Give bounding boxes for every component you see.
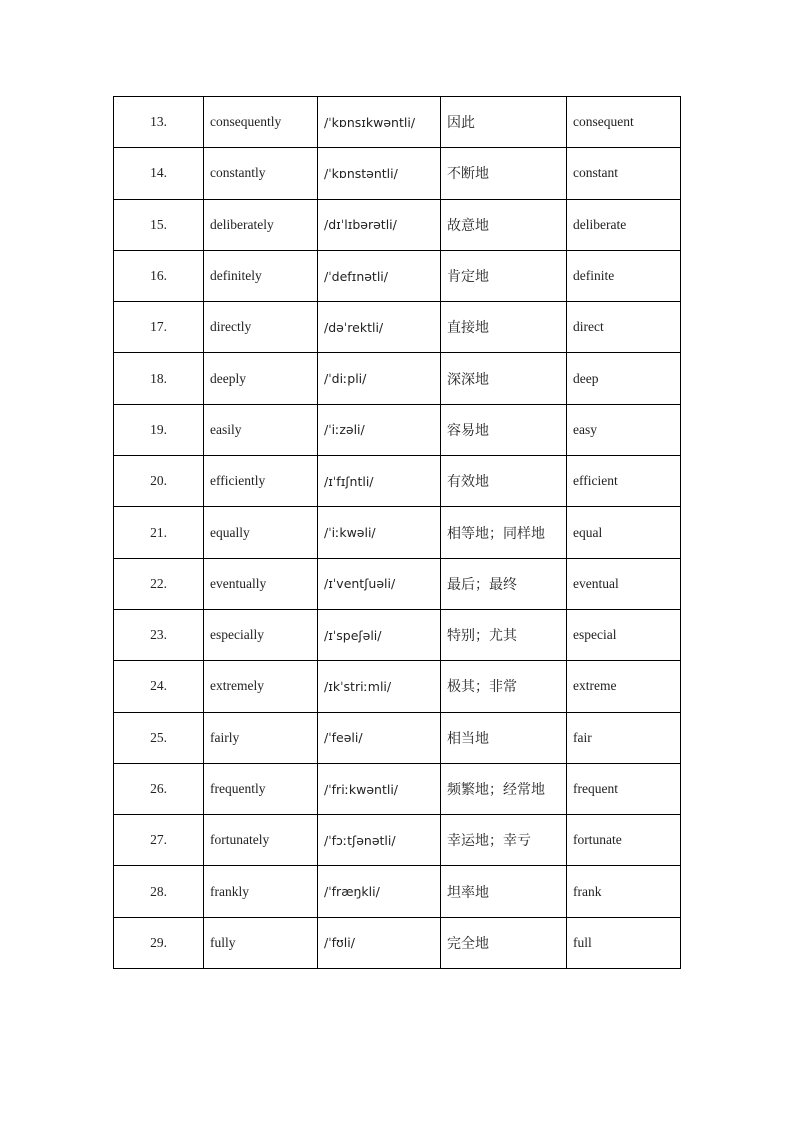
row-number: 14. <box>114 148 204 199</box>
row-number: 20. <box>114 456 204 507</box>
root-word-cell: extreme <box>567 661 681 712</box>
row-number: 25. <box>114 712 204 763</box>
phonetic-cell: /ˈfɔːtʃənətli/ <box>318 815 441 866</box>
word-cell: equally <box>204 507 318 558</box>
phonetic-cell: /ɪˈventʃuəli/ <box>318 558 441 609</box>
word-cell: directly <box>204 302 318 353</box>
row-number: 24. <box>114 661 204 712</box>
row-number: 23. <box>114 609 204 660</box>
root-word-cell: constant <box>567 148 681 199</box>
table-row <box>114 815 681 866</box>
phonetic-cell: /ˈiːzəli/ <box>318 404 441 455</box>
chinese-meaning-cell: 坦率地 <box>441 866 567 917</box>
phonetic-cell: /ˈdefɪnətli/ <box>318 250 441 301</box>
root-word-cell: consequent <box>567 97 681 148</box>
word-cell: deeply <box>204 353 318 404</box>
root-word-cell: fair <box>567 712 681 763</box>
phonetic-cell: /ɪˈspeʃəli/ <box>318 609 441 660</box>
word-cell: easily <box>204 404 318 455</box>
phonetic-cell: /ˈfriːkwəntli/ <box>318 763 441 814</box>
row-number: 28. <box>114 866 204 917</box>
phonetic-cell: /ˈiːkwəli/ <box>318 507 441 558</box>
root-word-cell: frequent <box>567 763 681 814</box>
row-number: 18. <box>114 353 204 404</box>
vocabulary-table <box>113 96 681 969</box>
vocabulary-table-body <box>114 97 681 969</box>
phonetic-cell: /ˈfʊli/ <box>318 917 441 968</box>
word-cell: deliberately <box>204 199 318 250</box>
phonetic-cell: /ˈfeəli/ <box>318 712 441 763</box>
row-number: 27. <box>114 815 204 866</box>
chinese-meaning-cell: 因此 <box>441 97 567 148</box>
phonetic-cell: /ˈkɒnstəntli/ <box>318 148 441 199</box>
row-number: 29. <box>114 917 204 968</box>
chinese-meaning-cell: 极其；非常 <box>441 661 567 712</box>
root-word-cell: deliberate <box>567 199 681 250</box>
chinese-meaning-cell: 完全地 <box>441 917 567 968</box>
phonetic-cell: /ˈfræŋkli/ <box>318 866 441 917</box>
row-number: 21. <box>114 507 204 558</box>
row-number: 16. <box>114 250 204 301</box>
word-cell: fortunately <box>204 815 318 866</box>
table-row <box>114 353 681 404</box>
word-cell: fairly <box>204 712 318 763</box>
chinese-meaning-cell: 最后；最终 <box>441 558 567 609</box>
table-row <box>114 199 681 250</box>
table-row <box>114 404 681 455</box>
table-row <box>114 456 681 507</box>
table-row <box>114 507 681 558</box>
chinese-meaning-cell: 直接地 <box>441 302 567 353</box>
phonetic-cell: /ɪˈfɪʃntli/ <box>318 456 441 507</box>
row-number: 17. <box>114 302 204 353</box>
word-cell: eventually <box>204 558 318 609</box>
table-row <box>114 917 681 968</box>
phonetic-cell: /ɪkˈstriːmli/ <box>318 661 441 712</box>
root-word-cell: frank <box>567 866 681 917</box>
table-row <box>114 558 681 609</box>
word-cell: constantly <box>204 148 318 199</box>
table-row <box>114 866 681 917</box>
root-word-cell: fortunate <box>567 815 681 866</box>
root-word-cell: eventual <box>567 558 681 609</box>
phonetic-cell: /dɪˈlɪbərətli/ <box>318 199 441 250</box>
chinese-meaning-cell: 容易地 <box>441 404 567 455</box>
row-number: 22. <box>114 558 204 609</box>
chinese-meaning-cell: 幸运地；幸亏 <box>441 815 567 866</box>
table-row <box>114 609 681 660</box>
word-cell: fully <box>204 917 318 968</box>
phonetic-cell: /dəˈrektli/ <box>318 302 441 353</box>
chinese-meaning-cell: 有效地 <box>441 456 567 507</box>
row-number: 13. <box>114 97 204 148</box>
table-row <box>114 97 681 148</box>
phonetic-cell: /ˈkɒnsɪkwəntli/ <box>318 97 441 148</box>
chinese-meaning-cell: 深深地 <box>441 353 567 404</box>
root-word-cell: deep <box>567 353 681 404</box>
word-cell: frequently <box>204 763 318 814</box>
table-row <box>114 148 681 199</box>
root-word-cell: definite <box>567 250 681 301</box>
chinese-meaning-cell: 故意地 <box>441 199 567 250</box>
table-row <box>114 661 681 712</box>
table-row <box>114 712 681 763</box>
root-word-cell: easy <box>567 404 681 455</box>
chinese-meaning-cell: 相等地；同样地 <box>441 507 567 558</box>
root-word-cell: equal <box>567 507 681 558</box>
root-word-cell: full <box>567 917 681 968</box>
root-word-cell: efficient <box>567 456 681 507</box>
word-cell: especially <box>204 609 318 660</box>
root-word-cell: direct <box>567 302 681 353</box>
row-number: 19. <box>114 404 204 455</box>
word-cell: efficiently <box>204 456 318 507</box>
word-cell: frankly <box>204 866 318 917</box>
word-cell: extremely <box>204 661 318 712</box>
chinese-meaning-cell: 相当地 <box>441 712 567 763</box>
table-row <box>114 302 681 353</box>
chinese-meaning-cell: 特别；尤其 <box>441 609 567 660</box>
row-number: 15. <box>114 199 204 250</box>
chinese-meaning-cell: 不断地 <box>441 148 567 199</box>
table-row <box>114 250 681 301</box>
row-number: 26. <box>114 763 204 814</box>
chinese-meaning-cell: 肯定地 <box>441 250 567 301</box>
word-cell: consequently <box>204 97 318 148</box>
table-row <box>114 763 681 814</box>
chinese-meaning-cell: 频繁地；经常地 <box>441 763 567 814</box>
root-word-cell: especial <box>567 609 681 660</box>
word-cell: definitely <box>204 250 318 301</box>
phonetic-cell: /ˈdiːpli/ <box>318 353 441 404</box>
